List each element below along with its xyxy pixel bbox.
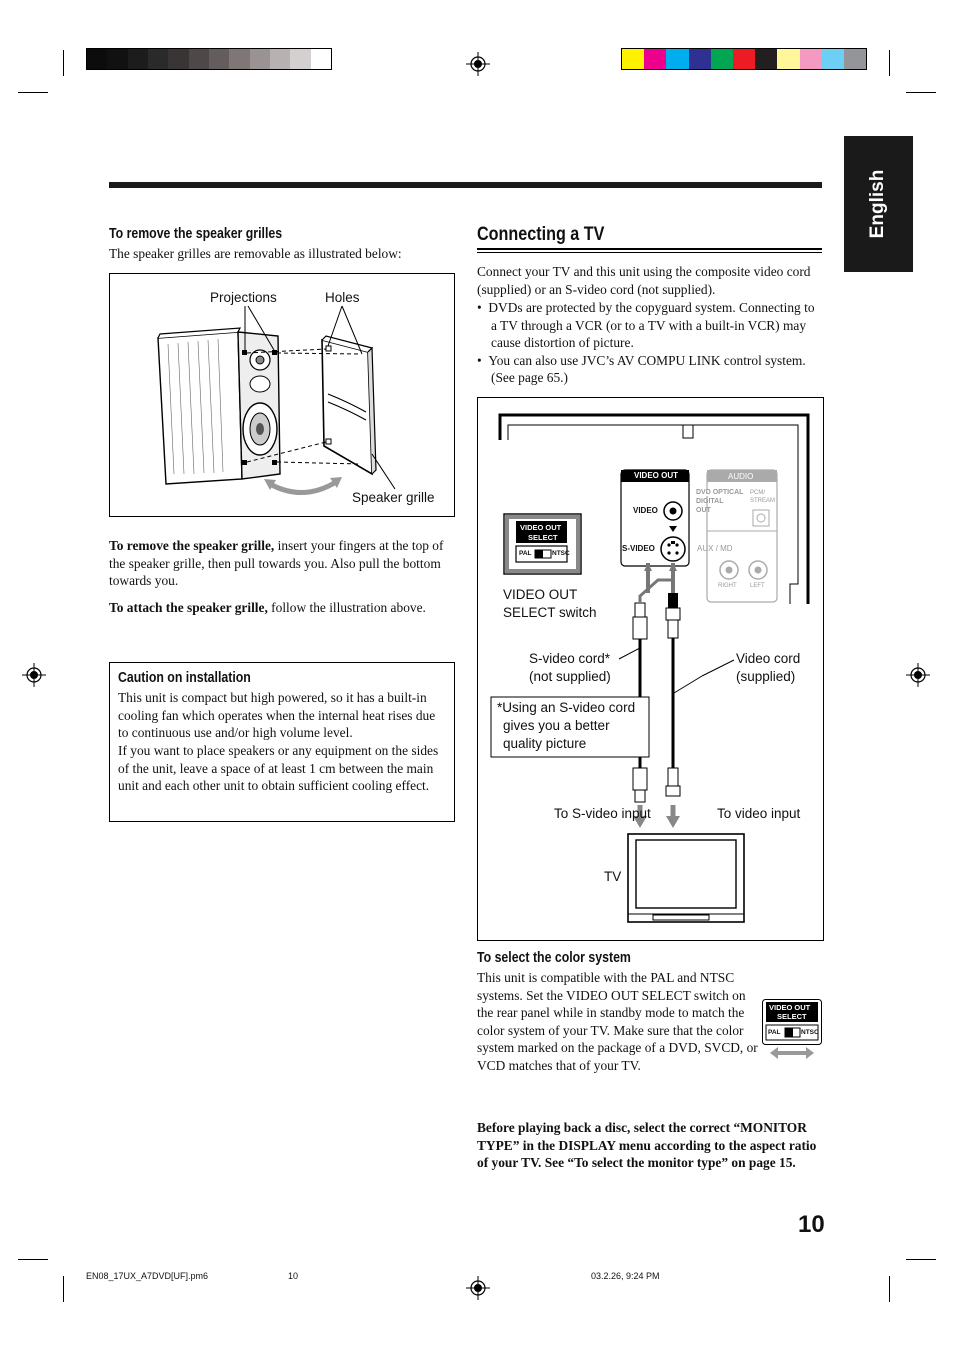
bullet-item: • DVDs are protected by the copyguard system. Connecting to a TV through a VCR (or to a TV with a built-in VCR) may cause distortion of picture. bbox=[477, 300, 815, 351]
holes-label: Holes bbox=[325, 290, 360, 305]
remove-instruction-text: insert your fingers at the top of the speaker grille, then pull towards you. Also pull the bottom towards you. bbox=[109, 538, 444, 589]
to-video-input-label: To video input bbox=[717, 806, 801, 821]
crop-mark bbox=[889, 50, 890, 76]
svideo-cord-label-1: S-video cord* bbox=[529, 651, 611, 666]
language-tab bbox=[844, 136, 913, 272]
language-tab-label: English bbox=[867, 169, 888, 239]
ntsc-label: NTSC bbox=[552, 550, 570, 557]
switch-label-1: VIDEO OUT bbox=[503, 587, 578, 602]
crop-mark bbox=[63, 1276, 64, 1302]
switch-title-2: SELECT bbox=[528, 533, 558, 542]
crop-mark bbox=[906, 1259, 936, 1260]
bullet-item: • You can also use JVC’s AV COMPU LINK control system. (See page 65.) bbox=[477, 352, 806, 386]
color-swatch bbox=[290, 49, 310, 69]
color-system-heading: To select the color system bbox=[477, 950, 631, 966]
crop-mark bbox=[18, 92, 48, 93]
switch-label-2: SELECT switch bbox=[503, 605, 597, 620]
footer-filename: EN08_17UX_A7DVD[UF].pm6 bbox=[86, 1271, 209, 1281]
color-swatch bbox=[189, 49, 209, 69]
caution-text-1: This unit is compact but high powered, so it has a built-in cooling fan which operates when the internal heat rises due to continuous use and/or high volume level. bbox=[118, 690, 436, 741]
pal-label: PAL bbox=[519, 550, 532, 557]
color-swatch bbox=[128, 49, 148, 69]
bullet-text: DVDs are protected by the copyguard system. Connecting to a TV through a VCR (or to a TV with a built-in VCR) may cause distortion of picture. bbox=[488, 300, 815, 351]
registration-mark-icon bbox=[466, 1276, 490, 1300]
aux-md-label: AUX / MD bbox=[697, 544, 733, 553]
color-calibration-bar bbox=[621, 48, 867, 70]
crop-mark bbox=[63, 50, 64, 76]
video-cord-label-2: (supplied) bbox=[736, 669, 796, 684]
footer-page: 10 bbox=[288, 1271, 299, 1281]
footer-timestamp: 03.2.26, 9:24 PM bbox=[591, 1271, 660, 1281]
small-switch-title-2: SELECT bbox=[777, 1012, 807, 1021]
left-channel-label: LEFT bbox=[750, 583, 765, 589]
video-cord-label-1: Video cord bbox=[736, 651, 801, 666]
color-swatch bbox=[311, 49, 331, 69]
svideo-cord-label-2: (not supplied) bbox=[529, 669, 611, 684]
color-swatch bbox=[168, 49, 188, 69]
color-swatch bbox=[800, 49, 822, 69]
small-ntsc-label: NTSC bbox=[801, 1029, 819, 1036]
speaker-grille-label: Speaker grille bbox=[352, 490, 435, 505]
speaker-illustration bbox=[110, 274, 454, 516]
color-system-text: This unit is compatible with the PAL and NTSC systems. Set the VIDEO OUT SELECT switch on the rear panel while in standby mode to match the color system of your TV. Make sure that the color system marked on the package of a DVD, SVCD, or VCD matches that of your TV. bbox=[477, 970, 758, 1073]
video-jack-label: VIDEO bbox=[633, 506, 658, 515]
tv-label: TV bbox=[604, 869, 622, 884]
small-switch-title-1: VIDEO OUT bbox=[769, 1003, 811, 1012]
audio-panel-label: AUDIO bbox=[728, 472, 754, 481]
video-out-panel-label: VIDEO OUT bbox=[634, 471, 679, 480]
remove-instruction-bold: To remove the speaker grille, bbox=[109, 538, 275, 553]
crop-mark bbox=[906, 92, 936, 93]
out-label: OUT bbox=[696, 507, 711, 514]
grille-heading: To remove the speaker grilles bbox=[109, 226, 283, 242]
s-video-jack-label: S-VIDEO bbox=[622, 544, 655, 553]
color-swatch bbox=[711, 49, 733, 69]
connection-figure bbox=[477, 397, 824, 941]
small-switch-illustration bbox=[762, 999, 822, 1059]
crop-mark bbox=[18, 1259, 48, 1260]
note-line-2: gives you a better bbox=[503, 718, 610, 733]
remove-instruction bbox=[109, 537, 459, 590]
color-swatch bbox=[250, 49, 270, 69]
monitor-type-note: Before playing back a disc, select the correct “MONITOR TYPE” in the DISPLAY menu according to the aspect ratio of your TV. See “To select the monitor type” on page 15. bbox=[477, 1120, 817, 1171]
right-channel-label: RIGHT bbox=[718, 583, 737, 589]
digital-out-label: DIGITAL bbox=[696, 498, 724, 505]
caution-title: Caution on installation bbox=[118, 670, 251, 686]
to-svideo-input-label: To S-video input bbox=[554, 806, 651, 821]
color-swatch bbox=[270, 49, 290, 69]
switch-title-1: VIDEO OUT bbox=[520, 523, 562, 532]
stream-label: STREAM bbox=[750, 498, 776, 504]
registration-mark-icon bbox=[22, 663, 46, 687]
crop-mark bbox=[889, 1276, 890, 1302]
color-swatch bbox=[666, 49, 688, 69]
color-swatch bbox=[777, 49, 799, 69]
grille-intro: The speaker grilles are removable as illustrated below: bbox=[109, 246, 402, 261]
section-title-rule-thin bbox=[477, 252, 822, 253]
attach-instruction-bold: To attach the speaker grille, bbox=[109, 600, 268, 615]
pcm-label: PCM/ bbox=[750, 490, 765, 496]
caution-box bbox=[109, 662, 455, 822]
header-rule bbox=[109, 182, 822, 188]
color-swatch bbox=[844, 49, 866, 69]
section-title: Connecting a TV bbox=[477, 224, 605, 245]
color-swatch bbox=[148, 49, 168, 69]
bullet-text: You can also use JVC’s AV COMPU LINK control system. (See page 65.) bbox=[488, 352, 806, 386]
note-line-3: quality picture bbox=[503, 736, 587, 751]
color-swatch bbox=[622, 49, 644, 69]
small-pal-label: PAL bbox=[768, 1029, 781, 1036]
color-swatch bbox=[644, 49, 666, 69]
dvd-optical-label: DVD OPTICAL bbox=[696, 489, 744, 496]
page-number: 10 bbox=[798, 1211, 825, 1238]
color-swatch bbox=[755, 49, 777, 69]
speaker-grille-figure bbox=[109, 273, 455, 517]
color-swatch bbox=[87, 49, 107, 69]
caution-text-2: If you want to place speakers or any equipment on the sides of the unit, leave a space of at least 1 cm between the main unit and each other unit to obtain sufficient cooling effect. bbox=[118, 743, 439, 794]
color-swatch bbox=[209, 49, 229, 69]
attach-instruction bbox=[109, 599, 459, 617]
projections-label: Projections bbox=[210, 290, 277, 305]
color-swatch bbox=[733, 49, 755, 69]
registration-mark-icon bbox=[906, 663, 930, 687]
note-line-1: *Using an S-video cord bbox=[497, 700, 636, 715]
info-bullets bbox=[477, 299, 817, 387]
intro-text: Connect your TV and this unit using the composite video cord (supplied) or an S-video cord (not supplied). bbox=[477, 264, 811, 297]
color-swatch bbox=[229, 49, 249, 69]
grayscale-calibration-bar bbox=[86, 48, 332, 70]
color-swatch bbox=[107, 49, 127, 69]
color-swatch bbox=[689, 49, 711, 69]
attach-instruction-text: follow the illustration above. bbox=[267, 600, 426, 615]
color-swatch bbox=[822, 49, 844, 69]
registration-mark-icon bbox=[466, 52, 490, 76]
section-title-rule bbox=[477, 248, 822, 250]
